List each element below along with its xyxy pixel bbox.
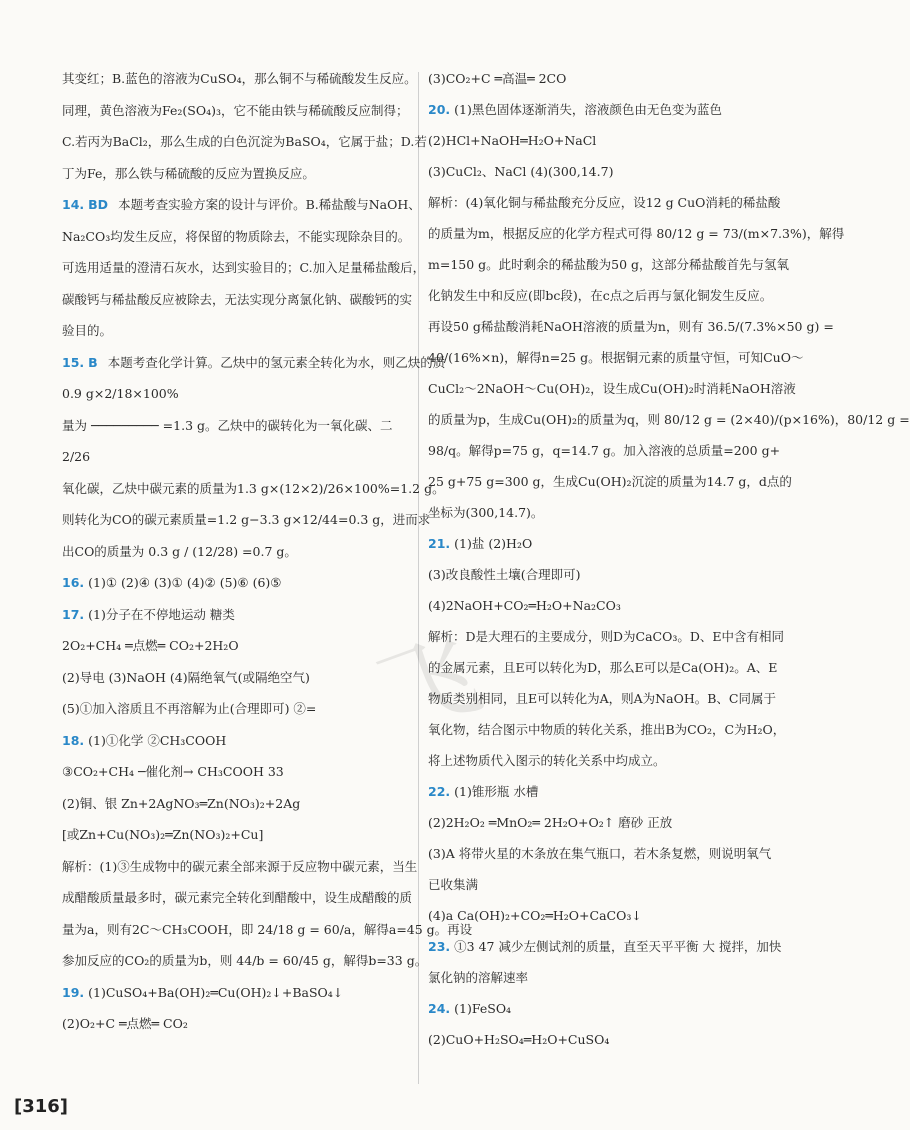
text-line <box>428 70 566 88</box>
text-line <box>62 133 427 151</box>
text-line <box>428 969 528 987</box>
line-text: 量为 ───────── =1.3 g。乙炔中的碳转化为一氧化碳、二 <box>62 417 393 433</box>
line-text: 2/26 <box>62 449 91 464</box>
line-text: 氧化碳，乙炔中碳元素的质量为1.3 g×(12×2)/26×100%=1.2 g。 <box>62 480 445 496</box>
line-text: (2)导电 (3)NaOH (4)隔绝氧气(或隔绝空气) <box>62 669 310 685</box>
text-line <box>62 543 297 561</box>
text-line <box>428 287 772 305</box>
text-line <box>62 826 263 844</box>
text-line <box>428 1031 609 1049</box>
line-text: 可选用适量的澄清石灰水，达到实验目的；C.加入足量稀盐酸后， <box>62 260 426 275</box>
question-number: 14. <box>62 197 85 212</box>
text-line <box>62 259 425 277</box>
question-number: 19. <box>62 984 85 1000</box>
line-text: (3)改良酸性土壤(合理即可) <box>428 567 581 582</box>
line-text: (4)2NaOH+CO₂═H₂O+Na₂CO₃ <box>428 598 621 613</box>
text-line <box>428 256 789 274</box>
text-line <box>62 669 310 687</box>
text-line <box>62 763 284 781</box>
line-text: 25 g+75 g=300 g，生成Cu(OH)₂沉淀的质量为14.7 g，d点的 <box>428 474 792 489</box>
line-text: (2)HCl+NaOH═H₂O+NaCl <box>428 133 597 148</box>
text-line <box>428 597 621 615</box>
text-line <box>62 1015 188 1033</box>
line-text: 将上述物质代入图示的转化关系中均成立。 <box>428 753 666 768</box>
line-text: 化钠发生中和反应(即bc段)，在c点之后再与氯化铜发生反应。 <box>428 288 773 303</box>
text-line <box>62 511 430 529</box>
line-text: 解析：(4)氧化铜与稀盐酸充分反应，设12 g CuO消耗的稀盐酸 <box>428 195 781 210</box>
line-text: (5)①加入溶质且不再溶解为止(合理即可) ②= <box>62 701 317 716</box>
text-line <box>428 690 776 708</box>
line-text: ③CO₂+CH₄ ─催化剂→ CH₃COOH 33 <box>62 764 284 779</box>
text-line <box>62 889 412 907</box>
line-text: 氯化钠的溶解速率 <box>428 970 529 985</box>
text-line <box>62 637 239 655</box>
text-line <box>62 70 417 88</box>
text-line <box>428 411 910 429</box>
question-number: 24. <box>428 1001 451 1016</box>
line-text: (1)① (2)④ (3)① (4)② (5)⑥ (6)⑤ <box>88 575 282 590</box>
page-number: [316] <box>14 1096 69 1117</box>
text-line <box>62 291 412 309</box>
line-text: 0.9 g×2/18×100% <box>62 386 179 401</box>
line-text: 量为a，则有2C～CH₃COOH，即 24/18 g = 60/a，解得a=45 g。再设 <box>62 921 473 937</box>
text-line <box>428 721 785 739</box>
line-text: (3)CuCl₂、NaCl (4)(300,14.7) <box>428 164 614 179</box>
text-line <box>428 1000 511 1018</box>
line-text: 则转化为CO的碳元素质量=1.2 g−3.3 g×12/44=0.3 g，进而求 <box>62 512 431 527</box>
line-text: (1)①化学 ②CH₃COOH <box>88 732 227 748</box>
line-text: 解析：D是大理石的主要成分，则D为CaCO₃。D、E中含有相同 <box>428 629 785 644</box>
line-text: 成醋酸质量最多时，碳元素完全转化到醋酸中，设生成醋酸的质 <box>62 890 413 905</box>
line-text: (1)FeSO₄ <box>454 1001 512 1016</box>
line-text: (2)2H₂O₂ ═MnO₂═ 2H₂O+O₂↑ 磨砂 正放 <box>428 815 673 830</box>
text-line <box>428 659 777 677</box>
line-text: 本题考查化学计算。乙炔中的氢元素全转化为水，则乙炔的质 <box>107 354 446 370</box>
text-line <box>428 752 666 770</box>
watermark-logo: 飞 <box>364 616 493 755</box>
line-text: (1)锥形瓶 水槽 <box>454 784 539 799</box>
text-line <box>62 858 417 876</box>
text-line <box>62 732 226 750</box>
line-text: (2)CuO+H₂SO₄═H₂O+CuSO₄ <box>428 1032 610 1047</box>
line-text: (1)盐 (2)H₂O <box>454 536 533 551</box>
question-number: 22. <box>428 784 451 799</box>
text-line <box>428 876 478 894</box>
text-line <box>62 417 393 435</box>
text-line <box>62 354 445 372</box>
text-line <box>428 783 538 801</box>
text-line <box>62 480 445 498</box>
line-text: 解析：(1)③生成物中的碳元素全部来源于反应物中碳元素，当生 <box>62 858 418 874</box>
line-text: 再设50 g稀盐酸消耗NaOH溶液的质量为n，则有 36.5/(7.3%×50 g) = <box>428 319 834 334</box>
text-line <box>428 938 781 956</box>
line-text: 已收集满 <box>428 877 479 892</box>
question-number: 18. <box>62 732 85 748</box>
text-line <box>62 448 90 466</box>
line-text: 2O₂+CH₄ ═点燃═ CO₂+2H₂O <box>62 638 239 653</box>
line-text: 氧化物，结合图示中物质的转化关系，推出B为CO₂，C为H₂O， <box>428 722 786 737</box>
line-text: (3)A 将带火星的木条放在集气瓶口，若木条复燃，则说明氧气 <box>428 846 772 861</box>
text-line <box>428 845 771 863</box>
line-text: 98/q。解得p=75 g，q=14.7 g。加入溶液的总质量=200 g+ <box>428 443 781 458</box>
text-line <box>428 318 834 336</box>
line-text: 验目的。 <box>62 323 113 338</box>
text-line <box>428 535 532 553</box>
line-text: ①3 47 减少左侧试剂的质量，直至天平平衡 大 搅拌，加快 <box>454 939 782 954</box>
line-text: CuCl₂～2NaOH～Cu(OH)₂，设生成Cu(OH)₂时消耗NaOH溶液 <box>428 381 796 396</box>
text-line <box>62 165 315 183</box>
line-text: Na₂CO₃均发生反应，将保留的物质除去，不能实现除杂目的。 <box>62 228 411 244</box>
line-text: (1)CuSO₄+Ba(OH)₂═Cu(OH)₂↓+BaSO₄↓ <box>88 984 344 1000</box>
question-number: 17. <box>62 606 85 622</box>
line-text: (2)铜、银 Zn+2AgNO₃═Zn(NO₃)₂+2Ag <box>62 795 301 811</box>
line-text: 本题考查实验方案的设计与评价。B.稀盐酸与NaOH、 <box>118 197 421 212</box>
question-number: 15. <box>62 354 85 370</box>
line-text: (1)黑色固体逐渐消失，溶液颜色由无色变为蓝色 <box>454 102 722 117</box>
line-text: 其变红；B.蓝色的溶液为CuSO₄，那么铜不与稀硫酸发生反应。 <box>62 71 417 86</box>
line-text: 丁为Fe，那么铁与稀硫酸的反应为置换反应。 <box>62 165 315 181</box>
question-number: 20. <box>428 102 451 117</box>
line-text: 的质量为p，生成Cu(OH)₂的质量为q，则 80/12 g = (2×40)/(p×16%)，80/12 g = <box>428 412 910 427</box>
text-line <box>428 132 596 150</box>
text-line <box>428 194 780 212</box>
line-text: 坐标为(300,14.7)。 <box>428 505 544 520</box>
text-line <box>428 566 580 584</box>
line-text: 同理，黄色溶液为Fe₂(SO₄)₃，它不能由铁与稀硫酸反应制得； <box>62 102 409 118</box>
text-line <box>62 574 282 592</box>
line-text: [或Zn+Cu(NO₃)₂═Zn(NO₃)₂+Cu] <box>62 827 264 842</box>
text-line <box>428 101 722 119</box>
answer-choice: B <box>88 354 98 370</box>
text-line <box>428 442 780 460</box>
text-line <box>62 322 112 340</box>
text-line <box>428 504 543 522</box>
line-text: C.若丙为BaCl₂，那么生成的白色沉淀为BaSO₄，它属于盐；D.若 <box>62 134 427 149</box>
line-text: 碳酸钙与稀盐酸反应被除去，无法实现分离氯化钠、碳酸钙的实 <box>62 291 413 307</box>
text-line <box>428 163 613 181</box>
line-text: 的金属元素，且E可以转化为D，那么E可以是Ca(OH)₂。A、E <box>428 660 778 675</box>
text-line <box>62 606 235 624</box>
text-line <box>62 921 472 939</box>
line-text: 40/(16%×n)，解得n=25 g。根据铜元素的质量守恒，可知CuO～ <box>428 350 804 365</box>
text-line <box>428 628 784 646</box>
question-number: 21. <box>428 536 451 551</box>
text-line <box>428 814 672 832</box>
line-text: 的质量为m，根据反应的化学方程式可得 80/12 g = 73/(m×7.3%)，解得 <box>428 226 845 241</box>
line-text: (1)分子在不停地运动 糖类 <box>88 606 235 622</box>
text-line <box>62 228 410 246</box>
question-number: 16. <box>62 575 85 590</box>
text-line <box>428 473 792 491</box>
text-line <box>428 225 844 243</box>
text-line <box>62 795 300 813</box>
answer-choice: BD <box>88 197 109 212</box>
line-text: (4)a Ca(OH)₂+CO₂═H₂O+CaCO₃↓ <box>428 908 642 923</box>
line-text: 出CO的质量为 0.3 g / (12/28) =0.7 g。 <box>62 543 297 559</box>
text-line <box>62 700 316 718</box>
line-text: 物质类别相同，且E可以转化为A，则A为NaOH。B、C同属于 <box>428 691 776 706</box>
text-line <box>428 907 642 925</box>
line-text: 参加反应的CO₂的质量为b，则 44/b = 60/45 g，解得b=33 g。 <box>62 953 428 968</box>
text-line <box>62 984 343 1002</box>
text-line <box>62 952 427 970</box>
line-text: m=150 g。此时剩余的稀盐酸为50 g，这部分稀盐酸首先与氢氧 <box>428 257 790 272</box>
text-line <box>62 196 421 214</box>
text-line <box>62 102 409 120</box>
text-line <box>62 385 179 403</box>
line-text: (3)CO₂+C ═高温═ 2CO <box>428 71 567 86</box>
question-number: 23. <box>428 939 451 954</box>
text-line <box>428 349 803 367</box>
text-line <box>428 380 796 398</box>
line-text: (2)O₂+C ═点燃═ CO₂ <box>62 1016 188 1031</box>
